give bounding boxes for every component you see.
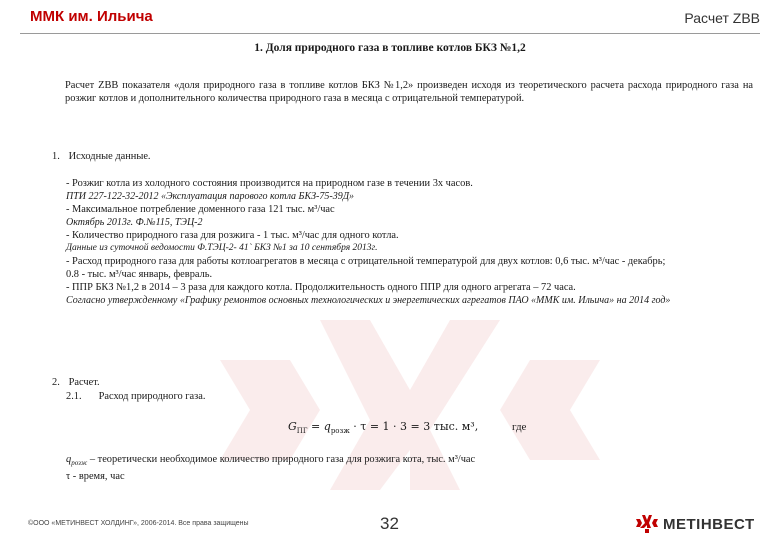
definition-item — [66, 470, 666, 483]
copyright-notice: ©ООО «МЕТИНВЕСТ ХОЛДИНГ», 2006-2014. Все права защищены — [28, 520, 249, 527]
page-number: 32 — [380, 514, 399, 533]
list-item-reference: Согласно утвержденному «Графику ремонтов основных технологических и энергетических агрегатов ПАО «ММК им. Ильича» на 2014 год» — [66, 295, 671, 306]
company-title: ММК им. Ильича — [30, 8, 153, 25]
formula-lhs-sub: ПГ — [296, 427, 308, 436]
slide-title: Расчет ZBB — [684, 10, 760, 26]
definition-item — [66, 453, 666, 470]
document-title: 1. Доля природного газа в топливе котлов БКЗ №1,2 — [254, 42, 526, 54]
section-1-number: 1. — [52, 151, 60, 162]
formula-rest: · τ = 1 · 3 = 3 тыс. м³, — [353, 420, 479, 433]
list-item: - Расход природного газа для работы котлоагрегатов в месяца с отрицательной температурой для двух котлов: 0,6 тыс. м³/час - декабрь; — [66, 256, 666, 267]
list-item: - Розжиг котла из холодного состояния производится на природном газе в течении 3х часов. — [66, 178, 473, 189]
input-data-list — [66, 177, 756, 307]
formula-q: q — [323, 420, 331, 433]
list-item-reference: Октябрь 2013г. Ф.№115, ТЭЦ-2 — [66, 217, 203, 228]
list-item: 0.8 - тыс. м³/час январь, февраль. — [66, 269, 213, 280]
definition-text: - время, час — [70, 471, 125, 483]
brand-logo — [636, 514, 755, 534]
definition-symbol: τ — [66, 471, 71, 483]
list-item: - Количество природного газа для розжига - 1 тыс. м³/час для одного котла. — [66, 230, 399, 241]
definition-symbol-sub: розж — [71, 459, 88, 468]
formula-q-sub: розж — [330, 427, 350, 436]
definition-symbol: q — [66, 454, 72, 465]
list-item-reference: ПТИ 227-122-32-2012 «Эксплуатация парового котла БКЗ-75-39Д» — [66, 191, 355, 202]
section-2-title: Расчет. — [68, 377, 100, 388]
definitions-list — [66, 453, 666, 483]
definition-text: – теоретически необходимое количество природного газа для розжига кота, тыс. м³/час — [87, 454, 476, 465]
section-2-number: 2. — [52, 377, 60, 388]
brand-name: МЕТІНВЕСТ — [663, 515, 755, 533]
section-2-heading — [52, 376, 100, 389]
subsection-2-1-heading — [66, 390, 206, 403]
list-item: - Максимальное потребление доменного газа 121 тыс. м³/час — [66, 204, 335, 215]
section-1-title: Исходные данные. — [68, 151, 151, 162]
intro-paragraph: Расчет ZBB показателя «доля природного газа в топливе котлов БКЗ №1,2» произведен исходя из теоретического расчета расхода природного газа на розжиг котлов и дополнительного количества природного газа в месяца с отрицательной температурой. — [65, 80, 753, 104]
section-1-heading — [52, 150, 151, 163]
formula-where: где — [512, 421, 527, 433]
subsection-2-1-number: 2.1. — [66, 391, 82, 402]
list-item: - ППР БКЗ №1,2 в 2014 – 3 раза для каждого котла. Продолжительность одного ППР для одного агрегата – 72 часа. — [66, 282, 576, 293]
formula-lhs: G — [288, 420, 297, 433]
list-item-reference: Данные из суточной ведомости Ф.ТЭЦ-2- 41` БКЗ №1 за 10 сентября 2013г. — [66, 243, 378, 253]
metinvest-logo-icon — [636, 515, 658, 533]
subsection-2-1-title: Расход природного газа. — [98, 391, 206, 402]
gas-consumption-formula: $G_{ПГ} = q_{розж} \cdot \tau = 1 \cdot 3 = 3$ тыс. м³, — [288, 420, 479, 436]
